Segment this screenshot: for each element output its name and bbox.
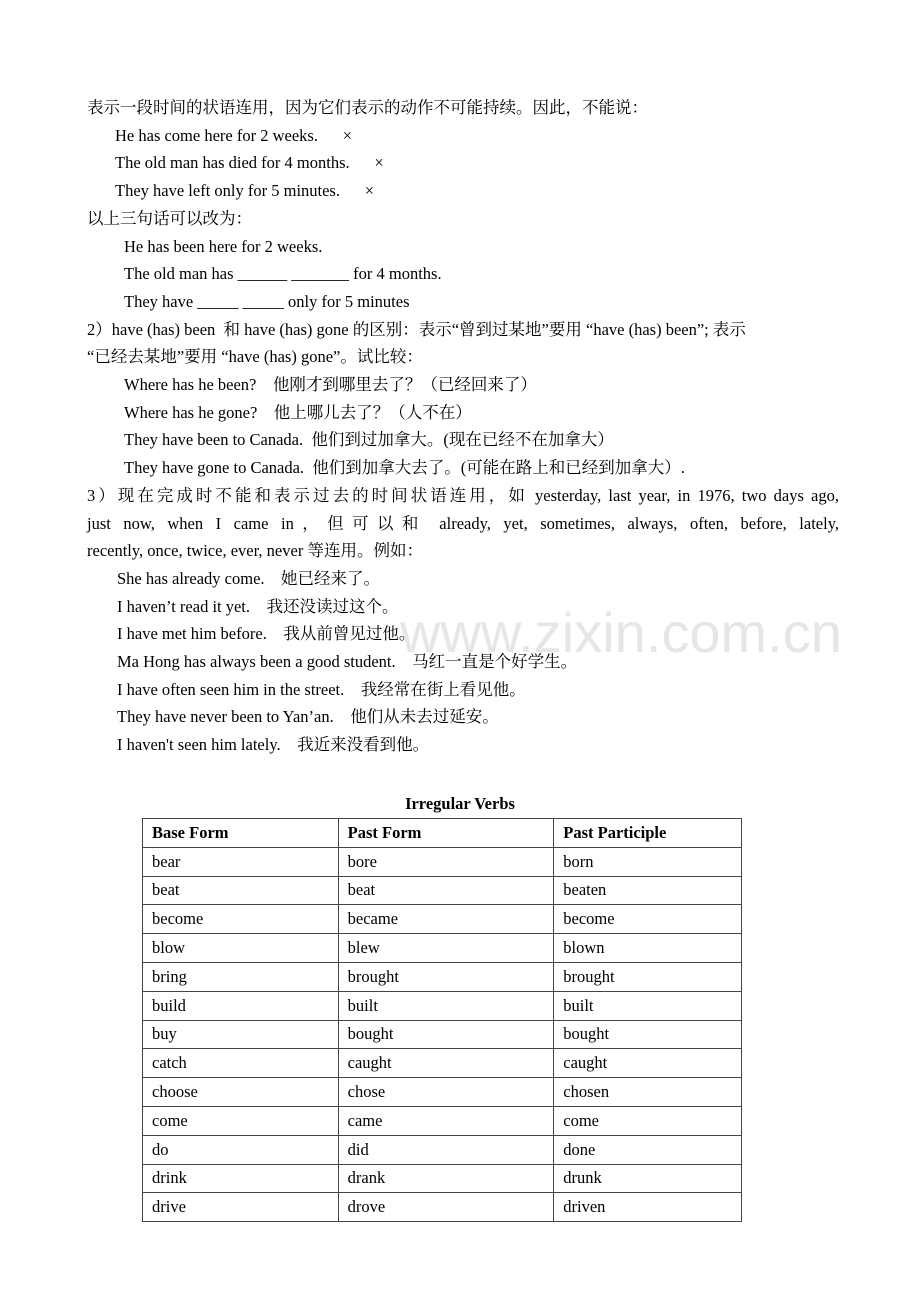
header-base-form: Base Form <box>143 819 339 848</box>
past-participle-cell: caught <box>554 1049 742 1078</box>
base-form-cell: bring <box>143 962 339 991</box>
past-participle-cell: done <box>554 1135 742 1164</box>
text-line: recently, once, twice, ever, never 等连用。例如： <box>87 541 423 561</box>
past-participle-cell: blown <box>554 934 742 963</box>
text-line: Where has he gone? 他上哪儿去了？（人不在） <box>124 402 472 422</box>
header-past-form: Past Form <box>338 819 554 848</box>
table-row <box>143 934 742 963</box>
past-participle-cell: become <box>554 905 742 934</box>
text-line: I haven't seen him lately. 我近来没看到他。 <box>117 735 430 755</box>
past-participle-cell: bought <box>554 1020 742 1049</box>
base-form-cell: build <box>143 991 339 1020</box>
text-line: 2）have (has) been 和 have (has) gone 的区别：表示“曾到过某地”要用 “have (has) been”; 表示 <box>87 319 746 339</box>
past-form-cell: brought <box>338 962 554 991</box>
text-line: They have gone to Canada. 他们到加拿大去了。(可能在路上和已经到加拿大）. <box>124 458 685 478</box>
past-participle-cell: drunk <box>554 1164 742 1193</box>
text-line: I have often seen him in the street. 我经常在街上看见他。 <box>117 679 526 699</box>
text-line: The old man has ______ _______ for 4 months. <box>124 264 442 284</box>
past-form-cell: became <box>338 905 554 934</box>
past-form-cell: bore <box>338 847 554 876</box>
table-title: Irregular Verbs <box>405 794 515 813</box>
table-row <box>143 962 742 991</box>
table-row <box>143 1106 742 1135</box>
text-line: The old man has died for 4 months. × <box>115 153 384 173</box>
text-line: They have left only for 5 minutes. × <box>115 181 375 201</box>
base-form-cell: drink <box>143 1164 339 1193</box>
text-line: Ma Hong has always been a good student. 马红一直是个好学生。 <box>117 652 578 671</box>
text-line: They have _____ _____ only for 5 minutes <box>124 291 410 311</box>
text-line: They have never been to Yan’an. 他们从未去过延安。 <box>117 707 499 727</box>
table-row <box>143 991 742 1020</box>
table-row <box>143 876 742 905</box>
past-form-cell: bought <box>338 1020 554 1049</box>
text-line: I have met him before. 我从前曾见过他。 <box>117 624 416 644</box>
past-form-cell: beat <box>338 876 554 905</box>
base-form-cell: do <box>143 1135 339 1164</box>
text-line: They have been to Canada. 他们到过加拿大。(现在已经不在加拿大） <box>124 430 614 450</box>
base-form-cell: beat <box>143 876 339 905</box>
past-participle-cell: driven <box>554 1193 742 1222</box>
header-past-participle: Past Participle <box>554 819 742 848</box>
table-row <box>143 1164 742 1193</box>
table-row <box>143 905 742 934</box>
base-form-cell: become <box>143 905 339 934</box>
table-row <box>143 1049 742 1078</box>
past-form-cell: did <box>338 1135 554 1164</box>
base-form-cell: come <box>143 1106 339 1135</box>
text-line: Where has he been? 他刚才到哪里去了？（已经回来了） <box>124 375 537 394</box>
base-form-cell: choose <box>143 1078 339 1107</box>
table-row <box>143 1020 742 1049</box>
watermark: www.zixin.com.cn <box>400 601 842 664</box>
past-form-cell: drove <box>338 1193 554 1222</box>
table-header-row <box>143 819 742 848</box>
base-form-cell: blow <box>143 934 339 963</box>
past-form-cell: built <box>338 991 554 1020</box>
past-participle-cell: beaten <box>554 876 742 905</box>
past-participle-cell: brought <box>554 962 742 991</box>
text-line: He has come here for 2 weeks. × <box>115 125 353 145</box>
base-form-cell: buy <box>143 1020 339 1049</box>
past-form-cell: drank <box>338 1164 554 1193</box>
base-form-cell: drive <box>143 1193 339 1222</box>
text-line: 表示一段时间的状语连用，因为它们表示的动作不可能持续。因此，不能说： <box>87 98 648 117</box>
past-form-cell: chose <box>338 1078 554 1107</box>
text-line: I haven’t read it yet. 我还没读过这个。 <box>117 596 399 616</box>
past-form-cell: caught <box>338 1049 554 1078</box>
text-line: He has been here for 2 weeks. <box>124 236 323 256</box>
past-participle-cell: chosen <box>554 1078 742 1107</box>
past-participle-cell: come <box>554 1106 742 1135</box>
past-participle-cell: built <box>554 991 742 1020</box>
base-form-cell: catch <box>143 1049 339 1078</box>
text-line: 以上三句话可以改为： <box>87 208 252 228</box>
base-form-cell: bear <box>143 847 339 876</box>
text-line: 3）现在完成时不能和表示过去的时间状语连用，如 yesterday, last year, in 1976, two days ago, <box>87 485 839 505</box>
table-row <box>143 1193 742 1222</box>
irregular-verbs-table <box>142 818 742 1222</box>
text-line: just now, when I came in，但可以和 already, yet, sometimes, always, often, before, lately, <box>87 513 839 533</box>
table-row <box>143 847 742 876</box>
text-line: She has already come. 她已经来了。 <box>117 568 381 588</box>
table-row <box>143 1078 742 1107</box>
past-form-cell: blew <box>338 934 554 963</box>
text-line: “已经去某地”要用 “have (has) gone”。试比较： <box>87 347 423 367</box>
table-row <box>143 1135 742 1164</box>
past-form-cell: came <box>338 1106 554 1135</box>
past-participle-cell: born <box>554 847 742 876</box>
